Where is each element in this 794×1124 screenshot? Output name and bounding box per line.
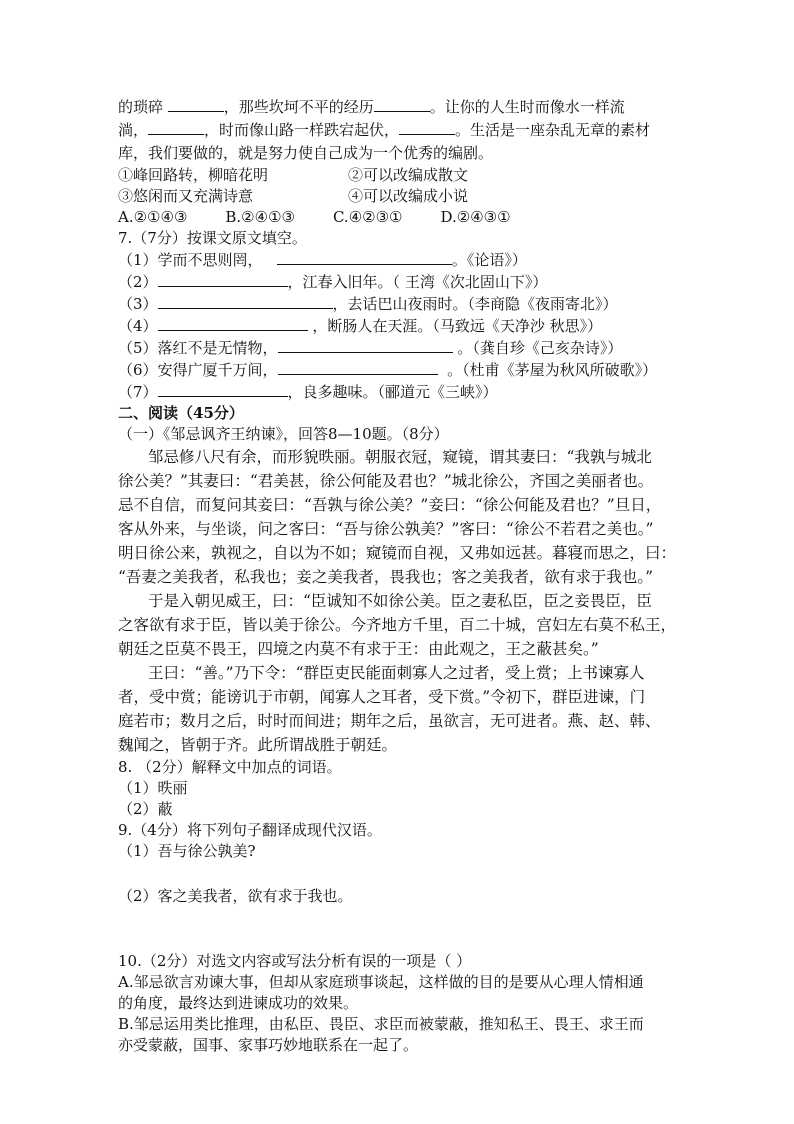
passage-line: 之客欲有求于臣，皆以美于徐公。今齐地方千里，百二十城，宫妇左右莫不私王， (118, 616, 677, 634)
q7-item-4-source: ，断肠人在天涯。（马致远《天净沙 秋思》） (312, 317, 603, 335)
answer-blank[interactable] (168, 96, 224, 112)
q7-item-3-text: （3） (118, 295, 158, 313)
q10-option-a-line-1: A.邹忌欲言劝谏大事，但却从家庭琐事谈起，这样做的目的是要从心理人情相通 (118, 973, 644, 991)
q7-item-4 (118, 315, 693, 337)
choice-a[interactable]: A.②①④③ (118, 208, 188, 226)
option-4: ④可以改编成小说 (348, 187, 469, 205)
intro-text: ，那些坎坷不平的经历 (223, 98, 374, 116)
q7-item-5-text: （5）落红不是无情物， (118, 339, 278, 357)
q9-item-1: （1）吾与徐公孰美? (118, 842, 256, 860)
q8-item-1: （1）昳丽 (118, 779, 188, 797)
q9-item-2: （2）客之美我者，欲有求于我也。 (118, 887, 353, 905)
q7-item-6-text: （6）安得广厦千万间， (118, 361, 278, 379)
q7-item-5-source: 。（龚自珍《己亥杂诗》） (457, 339, 623, 357)
intro-text: ，时而像山路一样跌宕起伏， (204, 121, 400, 139)
q7-title: 7.（7分）按课文原文填空。 (118, 229, 307, 247)
passage-line: 朝廷之臣莫不畏王，四境之内莫不有求于王：由此观之，王之蔽甚矣。” (118, 640, 599, 658)
q7-item-6-source: 。（杜甫《茅屋为秋风所破歌》） (447, 361, 658, 379)
passage-line: 庭若市；数月之后，时时而间进；期年之后，虽欲言，无可进者。燕、赵、韩、 (118, 712, 661, 730)
answer-blank[interactable] (374, 96, 430, 112)
q10-title: 10.（2分）对选文内容或写法分析有误的一项是（ ） (118, 952, 472, 970)
answer-blank[interactable] (158, 315, 308, 331)
q7-item-1 (118, 249, 693, 271)
q7-item-7-text: （7） (118, 383, 158, 401)
choice-d[interactable]: D.②④③① (440, 208, 511, 226)
passage-line: 邹忌修八尺有余，而形貌昳丽。朝服衣冠，窥镜，谓其妻曰：“我孰与城北 (148, 448, 652, 466)
option-1: ①峰回路转，柳暗花明 (118, 166, 269, 184)
q7-item-2-source: ，江春入旧年。（ 王湾《次北固山下》） (287, 273, 548, 291)
q7-item-7 (118, 381, 693, 403)
answer-blank[interactable] (278, 337, 453, 353)
intro-text: 的琐碎 (118, 98, 168, 116)
intro-text: 。让你的人生时而像水一样流 (429, 98, 625, 116)
answer-blank[interactable] (278, 359, 438, 375)
q7-item-3 (118, 293, 693, 315)
q10-option-a-line-2: 的角度，最终达到进谏成功的效果。 (118, 994, 359, 1012)
passage-line: 于是入朝见威王，曰：“臣诚知不如徐公美。臣之妻私臣，臣之妾畏臣，臣 (148, 592, 652, 610)
passage-line: 魏闻之，皆朝于齐。此所谓战胜于朝廷。 (118, 736, 398, 754)
passage-line: “吾妻之美我者，私我也；妾之美我者，畏我也；客之美我者，欲有求于我也。” (118, 568, 654, 586)
option-2: ②可以改编成散文 (348, 166, 469, 184)
answer-blank[interactable] (399, 119, 455, 135)
answer-space[interactable] (118, 907, 693, 951)
answer-blank[interactable] (277, 249, 452, 265)
intro-line-1 (118, 96, 693, 119)
q7-item-1-text: （1）学而不思则罔， (118, 251, 263, 269)
answer-blank[interactable] (158, 293, 333, 309)
q7-item-2 (118, 271, 693, 293)
passage-line: 明日徐公来，孰视之，自以为不如；窥镜而自视，又弗如远甚。暮寝而思之，曰： (118, 544, 677, 562)
answer-blank[interactable] (158, 271, 288, 287)
q10-option-b-line-2: 亦受蒙蔽，国事、家事巧妙地联系在一起了。 (118, 1036, 419, 1054)
q7-item-6 (118, 359, 693, 381)
passage-line: 客从外来，与坐谈，问之客曰：“吾与徐公孰美？”客曰：“徐公不若君之美也。” (118, 520, 654, 538)
q7-item-1-source: 。《论语》） (451, 251, 527, 269)
intro-text: 。生活是一座杂乱无章的素材 (455, 121, 651, 139)
q7-item-2-text: （2） (118, 273, 158, 291)
intro-line-3: 库，我们要做的，就是努力使自己成为一个优秀的编剧。 (118, 144, 494, 162)
answer-blank[interactable] (158, 381, 288, 397)
q8-item-2: （2）蔽 (118, 800, 173, 818)
q9-title: 9.（4分）将下列句子翻译成现代汉语。 (118, 821, 382, 839)
q8-title: 8. （2分）解释文中加点的词语。 (118, 758, 342, 776)
q7-item-5 (118, 337, 693, 359)
q7-item-3-source: ，去话巴山夜雨时。（李商隐《夜雨寄北》） (332, 295, 618, 313)
choice-b[interactable]: B.②④①③ (225, 208, 295, 226)
passage-line: 王曰：“善。”乃下令：“群臣吏民能面刺寡人之过者，受上赏；上书谏寡人 (148, 664, 645, 682)
passage-line: 者，受中赏；能谤讥于市朝，闻寡人之耳者，受下赏。”令初下，群臣进谏，门 (118, 688, 646, 706)
passage-paragraph-1 (118, 445, 693, 589)
passage-line: 徐公美？”其妻曰：“君美甚，徐公何能及君也？”城北徐公，齐国之美丽者也。 (118, 472, 654, 490)
q10-option-b-line-1: B.邹忌运用类比推理，由私臣、畏臣、求臣而被蒙蔽，推知私王、畏王、求王而 (118, 1015, 644, 1033)
passage-paragraph-3 (118, 661, 693, 757)
section-2-heading: 二、阅读（45分） (118, 404, 244, 422)
option-3: ③悠闲而又充满诗意 (118, 187, 254, 205)
intro-line-2 (118, 119, 693, 142)
passage-paragraph-2 (118, 589, 693, 661)
answer-blank[interactable] (148, 119, 204, 135)
option-row-2 (118, 186, 693, 207)
intro-text: 淌， (118, 121, 149, 139)
reading-1-intro: （一）《邹忌讽齐王纳谏》，回答8—10题。（8分） (118, 425, 449, 443)
choice-c[interactable]: C.④②③① (332, 208, 403, 226)
q7-item-7-source: ，良多趣味。（郦道元《三峡》） (287, 383, 498, 401)
answer-space[interactable] (118, 862, 693, 886)
answer-choices (118, 207, 693, 228)
option-row-1 (118, 165, 693, 186)
q7-item-4-text: （4） (118, 317, 158, 335)
exam-page (118, 96, 693, 1056)
passage-line: 忌不自信，而复问其妾曰：“吾孰与徐公美？”妾曰：“徐公何能及君也？”旦日， (118, 496, 662, 514)
